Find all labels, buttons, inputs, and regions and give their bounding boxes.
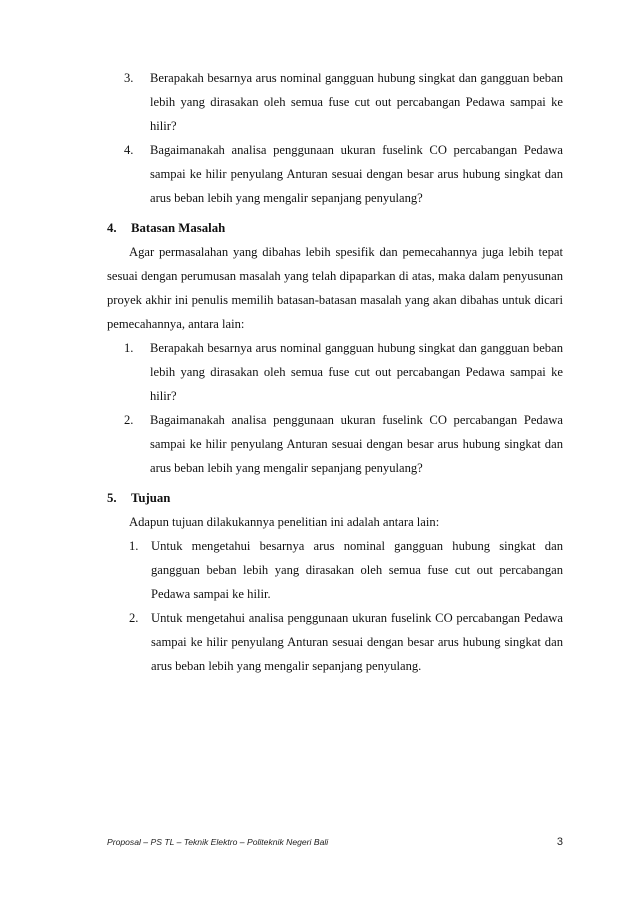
- page-content: [107, 66, 563, 678]
- section-number: 4.: [107, 221, 117, 235]
- list-number: 2.: [124, 413, 134, 427]
- limitation-list: [107, 336, 563, 480]
- list-text: Bagaimanakah analisa penggunaan ukuran fuselink CO percabangan Pedawa sampai ke hilir penyulang Anturan sesuai dengan besar arus hubung singkat dan arus beban lebih yang mengalir sepanjang penyulang?: [150, 143, 563, 205]
- list-item: [107, 534, 563, 606]
- section-intro-paragraph: Agar permasalahan yang dibahas lebih spesifik dan pemecahannya juga lebih tepat sesuai dengan perumusan masalah yang telah dipaparkan di atas, maka dalam penyusunan proyek akhir ini penulis memilih batasan-batasan masalah yang akan dibahas untuk dicari pemecahannya, antara lain:: [107, 245, 563, 331]
- section-heading-batasan-masalah: [107, 216, 563, 240]
- list-text: Bagaimanakah analisa penggunaan ukuran fuselink CO percabangan Pedawa sampai ke hilir penyulang Anturan sesuai dengan besar arus hubung singkat dan arus beban lebih yang mengalir sepanjang penyulang?: [150, 413, 563, 475]
- list-number: 3.: [124, 71, 134, 85]
- section-intro-paragraph: Adapun tujuan dilakukannya penelitian ini adalah antara lain:: [129, 515, 440, 529]
- page-number: 3: [556, 836, 563, 848]
- section-heading-tujuan: [107, 486, 563, 510]
- list-item: [107, 66, 563, 138]
- list-item: [107, 138, 563, 210]
- list-text: Berapakah besarnya arus nominal gangguan hubung singkat dan gangguan beban lebih yang dirasakan oleh semua fuse cut out percabangan Pedawa sampai ke hilir?: [150, 341, 563, 403]
- section-title: Batasan Masalah: [131, 221, 226, 235]
- list-text: Untuk mengetahui analisa penggunaan ukuran fuselink CO percabangan Pedawa sampai ke hilir penyulang Anturan sesuai dengan besar arus hubung singkat dan arus beban lebih yang mengalir sepanjang penyulang.: [151, 611, 563, 673]
- problem-list-continued: [107, 66, 563, 210]
- list-item: [107, 606, 563, 678]
- objective-list: [107, 534, 563, 678]
- list-item: [107, 408, 563, 480]
- list-text: Untuk mengetahui besarnya arus nominal gangguan hubung singkat dan gangguan beban lebih yang dirasakan oleh semua fuse cut out percabangan Pedawa sampai ke hilir.: [151, 539, 563, 601]
- footer-text: Proposal – PS TL – Teknik Elektro – Politeknik Negeri Bali: [107, 837, 329, 847]
- list-text: Berapakah besarnya arus nominal gangguan hubung singkat dan gangguan beban lebih yang dirasakan oleh semua fuse cut out percabangan Pedawa sampai ke hilir?: [150, 71, 563, 133]
- section-title: Tujuan: [131, 491, 171, 505]
- list-number: 2.: [129, 611, 139, 625]
- list-number: 1.: [124, 341, 134, 355]
- list-number: 4.: [124, 143, 134, 157]
- section-number: 5.: [107, 491, 117, 505]
- list-number: 1.: [129, 539, 139, 553]
- page-footer: [107, 836, 563, 848]
- list-item: [107, 336, 563, 408]
